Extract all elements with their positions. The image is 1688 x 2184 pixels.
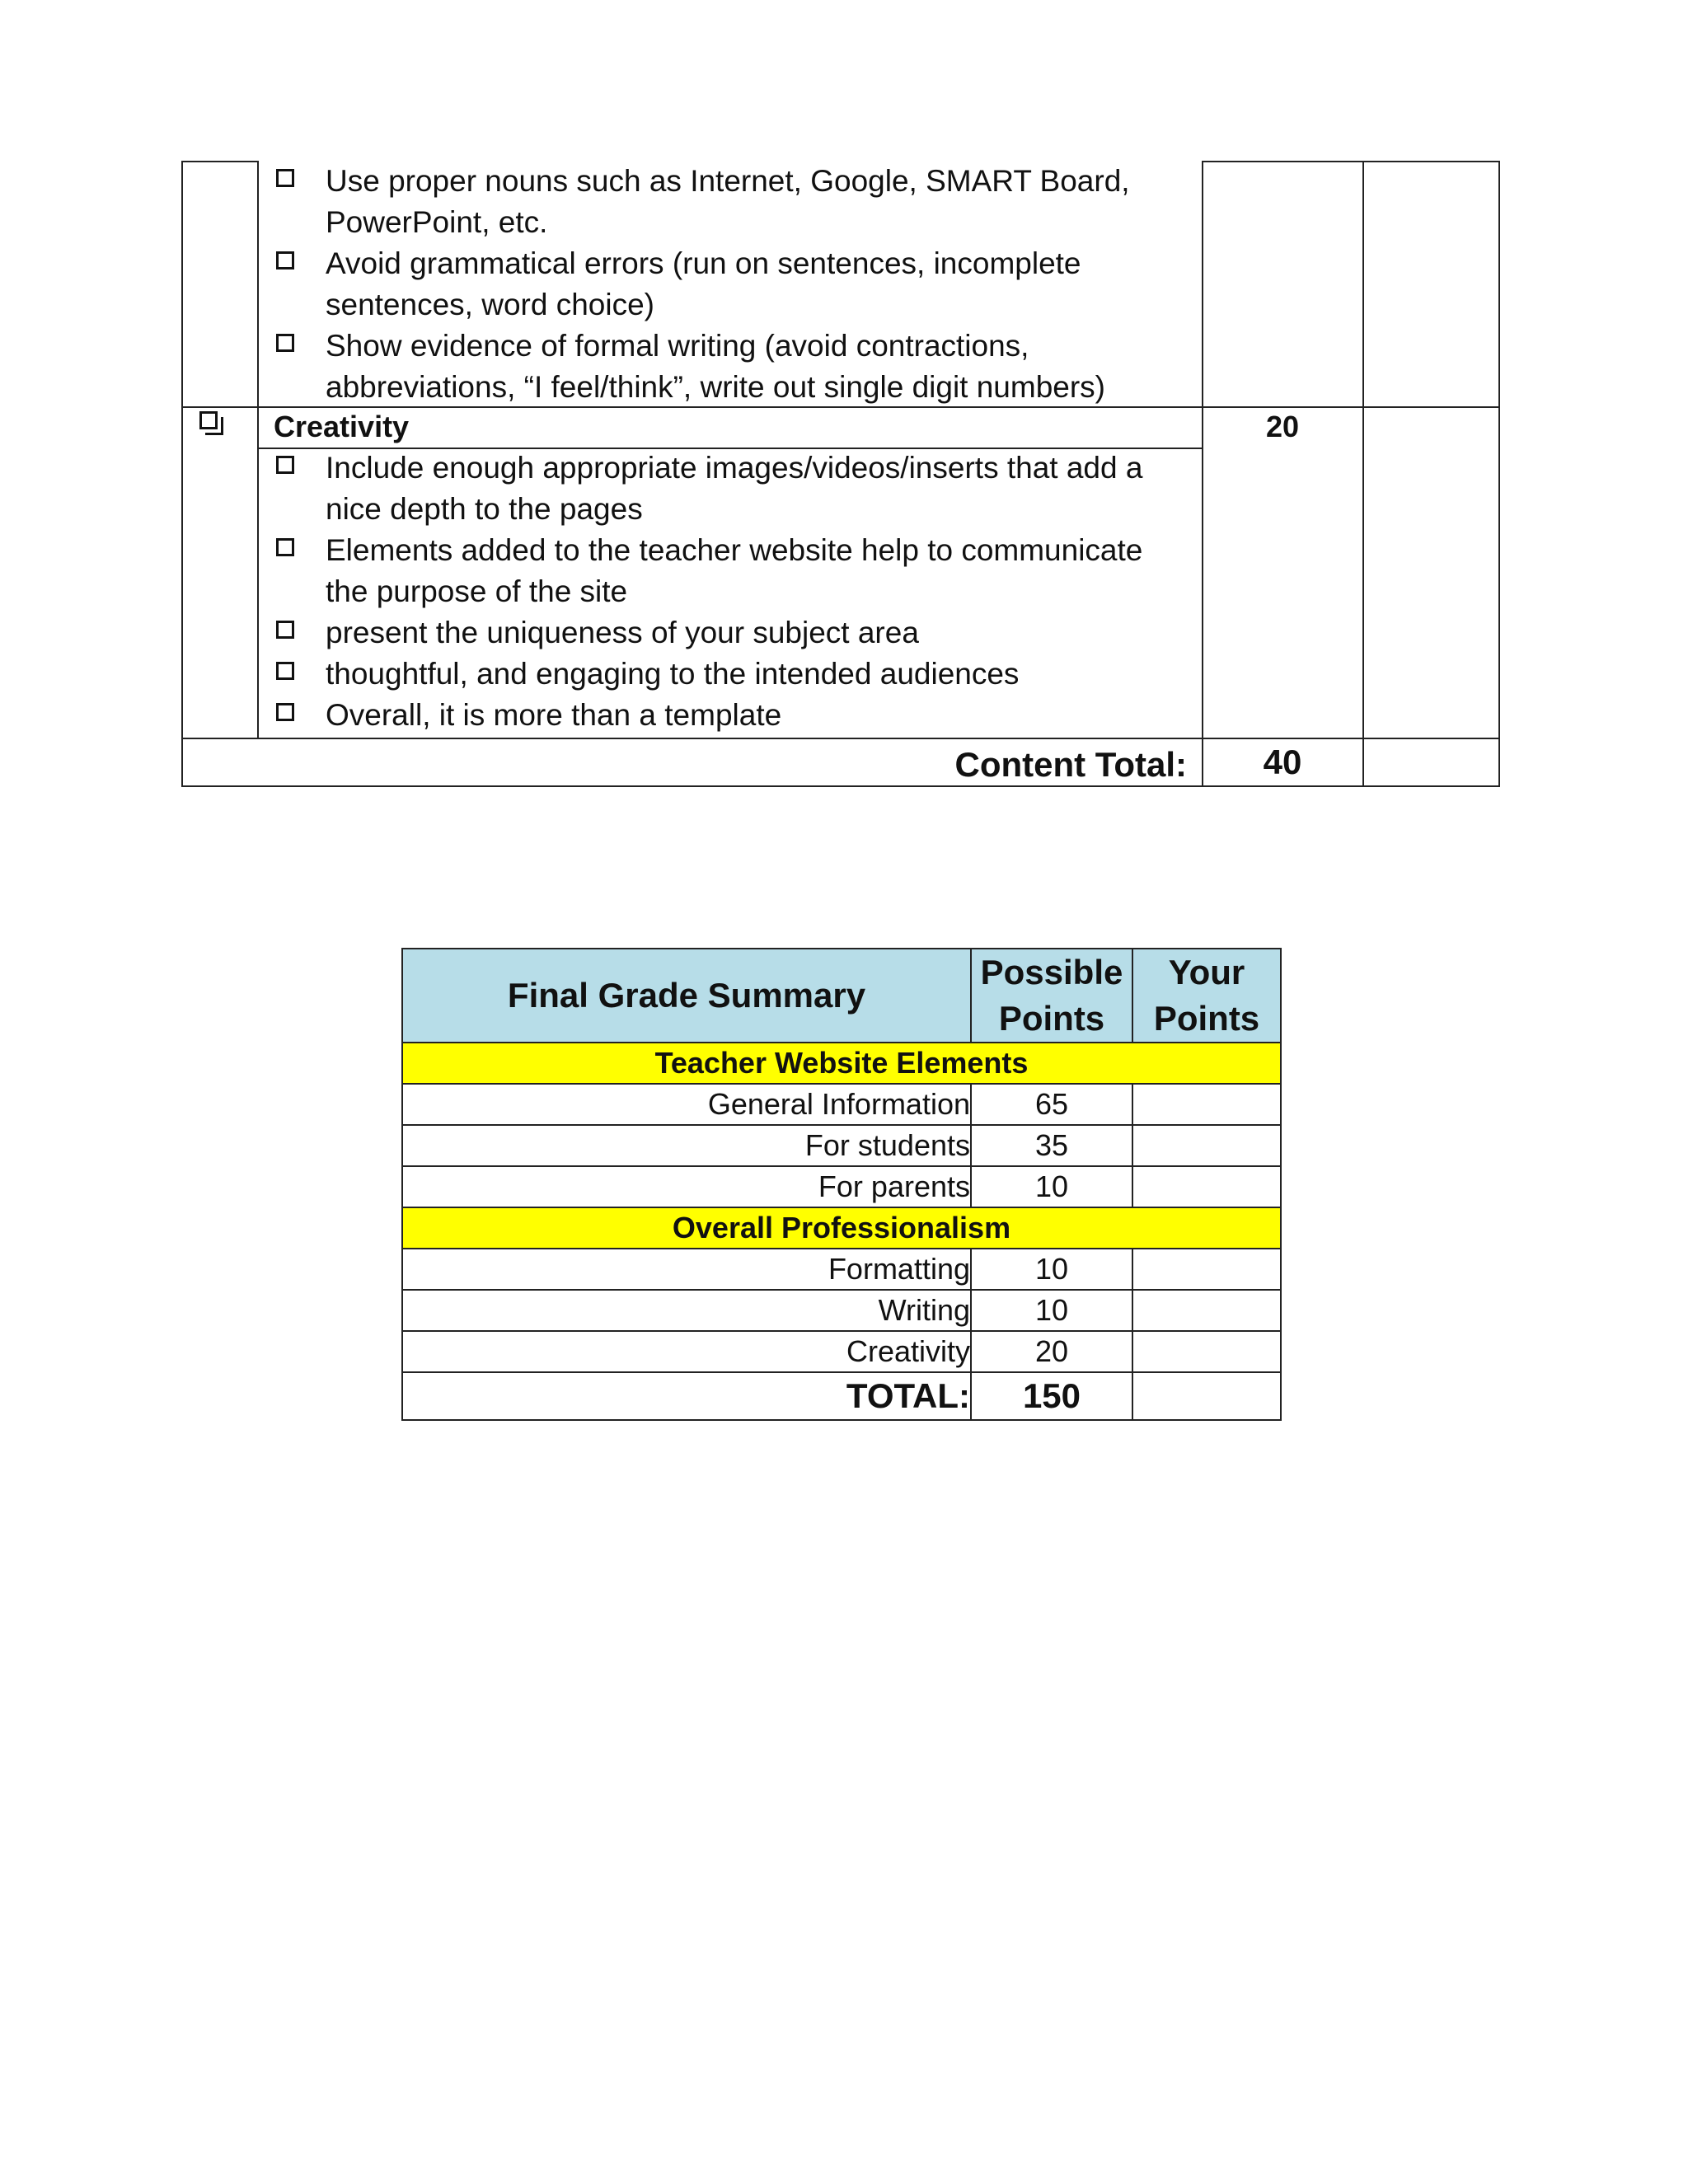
creativity-criterion — [276, 612, 1348, 654]
checkbox[interactable] — [276, 621, 294, 639]
table-row — [402, 1084, 1281, 1125]
row-label: Formatting — [402, 1249, 971, 1290]
table-border-right — [1498, 161, 1500, 787]
checkbox[interactable] — [276, 538, 294, 556]
row-label: For parents — [402, 1166, 971, 1207]
criterion-text: present the uniqueness of your subject area — [326, 616, 919, 649]
row-label: Writing — [402, 1290, 971, 1331]
summary-header-row — [402, 949, 1281, 1043]
criterion-text: Overall, it is more than a template — [326, 698, 782, 732]
final-grade-summary — [401, 948, 1280, 1421]
section-title: Teacher Website Elements — [402, 1043, 1281, 1084]
row-your-points[interactable] — [1132, 1166, 1281, 1207]
table-row — [402, 1249, 1281, 1290]
row-possible-points: 20 — [971, 1331, 1132, 1372]
section-row — [402, 1207, 1281, 1249]
your-points-header — [1132, 949, 1281, 1043]
header-line: Points — [1153, 999, 1260, 1038]
writing-criterion — [276, 326, 1348, 408]
row-possible-points: 35 — [971, 1125, 1132, 1166]
row-your-points[interactable] — [1132, 1125, 1281, 1166]
summary-table — [401, 948, 1282, 1421]
criterion-text: Avoid grammatical errors (run on sentences, incomplete — [326, 246, 1081, 280]
creativity-title: Creativity — [274, 410, 410, 443]
criterion-text: Elements added to the teacher website help to communicate — [326, 533, 1143, 567]
creativity-criterion — [276, 530, 1348, 612]
header-line: Your — [1168, 953, 1245, 991]
checkbox[interactable] — [276, 662, 294, 680]
checkbox[interactable] — [276, 251, 294, 269]
header-line: Points — [998, 999, 1105, 1038]
rubric-table — [181, 161, 1500, 787]
row-label: General Information — [402, 1084, 971, 1125]
table-divider — [257, 161, 259, 738]
table-divider — [181, 161, 257, 162]
creativity-checkbox[interactable] — [199, 411, 218, 429]
table-row — [402, 1166, 1281, 1207]
criterion-text: PowerPoint, etc. — [326, 205, 548, 239]
total-your-points[interactable] — [1132, 1372, 1281, 1420]
criterion-text: nice depth to the pages — [326, 492, 643, 526]
checkbox[interactable] — [276, 334, 294, 352]
total-possible-points: 150 — [971, 1372, 1132, 1420]
creativity-criterion — [276, 695, 1348, 736]
row-your-points[interactable] — [1132, 1290, 1281, 1331]
criterion-text: abbreviations, “I feel/think”, write out single digit numbers) — [326, 370, 1105, 404]
total-row — [402, 1372, 1281, 1420]
section-row — [402, 1043, 1281, 1084]
row-label: Creativity — [402, 1331, 971, 1372]
criterion-text: Use proper nouns such as Internet, Google, SMART Board, — [326, 164, 1130, 198]
criterion-text: Include enough appropriate images/videos/inserts that add a — [326, 451, 1143, 485]
row-possible-points: 10 — [971, 1249, 1132, 1290]
creativity-criterion — [276, 654, 1348, 695]
creativity-criterion — [276, 448, 1348, 530]
writing-criterion — [276, 161, 1348, 243]
checkbox[interactable] — [276, 703, 294, 721]
row-your-points[interactable] — [1132, 1249, 1281, 1290]
row-your-points[interactable] — [1132, 1331, 1281, 1372]
table-row — [402, 1331, 1281, 1372]
row-possible-points: 10 — [971, 1166, 1132, 1207]
writing-criterion — [276, 243, 1348, 326]
row-possible-points: 65 — [971, 1084, 1132, 1125]
checkbox[interactable] — [276, 169, 294, 187]
criterion-text: the purpose of the site — [326, 574, 628, 608]
checkbox[interactable] — [276, 456, 294, 474]
content-total-label: Content Total: — [954, 745, 1187, 784]
creativity-points: 20 — [1265, 410, 1300, 443]
header-line: Possible — [980, 953, 1123, 991]
table-row — [402, 1290, 1281, 1331]
criterion-text: sentences, word choice) — [326, 288, 654, 321]
table-border-left — [181, 161, 183, 787]
criterion-text: thoughtful, and engaging to the intended audiences — [326, 657, 1020, 691]
table-border-bottom — [181, 785, 1500, 787]
criterion-text: Show evidence of formal writing (avoid contractions, — [326, 329, 1029, 363]
possible-points-header — [971, 949, 1132, 1043]
summary-title: Final Grade Summary — [402, 949, 971, 1043]
row-your-points[interactable] — [1132, 1084, 1281, 1125]
row-possible-points: 10 — [971, 1290, 1132, 1331]
table-divider — [1362, 161, 1364, 787]
content-total-points: 40 — [1263, 743, 1302, 781]
table-row — [402, 1125, 1281, 1166]
total-label: TOTAL: — [402, 1372, 971, 1420]
section-title: Overall Professionalism — [402, 1207, 1281, 1249]
row-label: For students — [402, 1125, 971, 1166]
